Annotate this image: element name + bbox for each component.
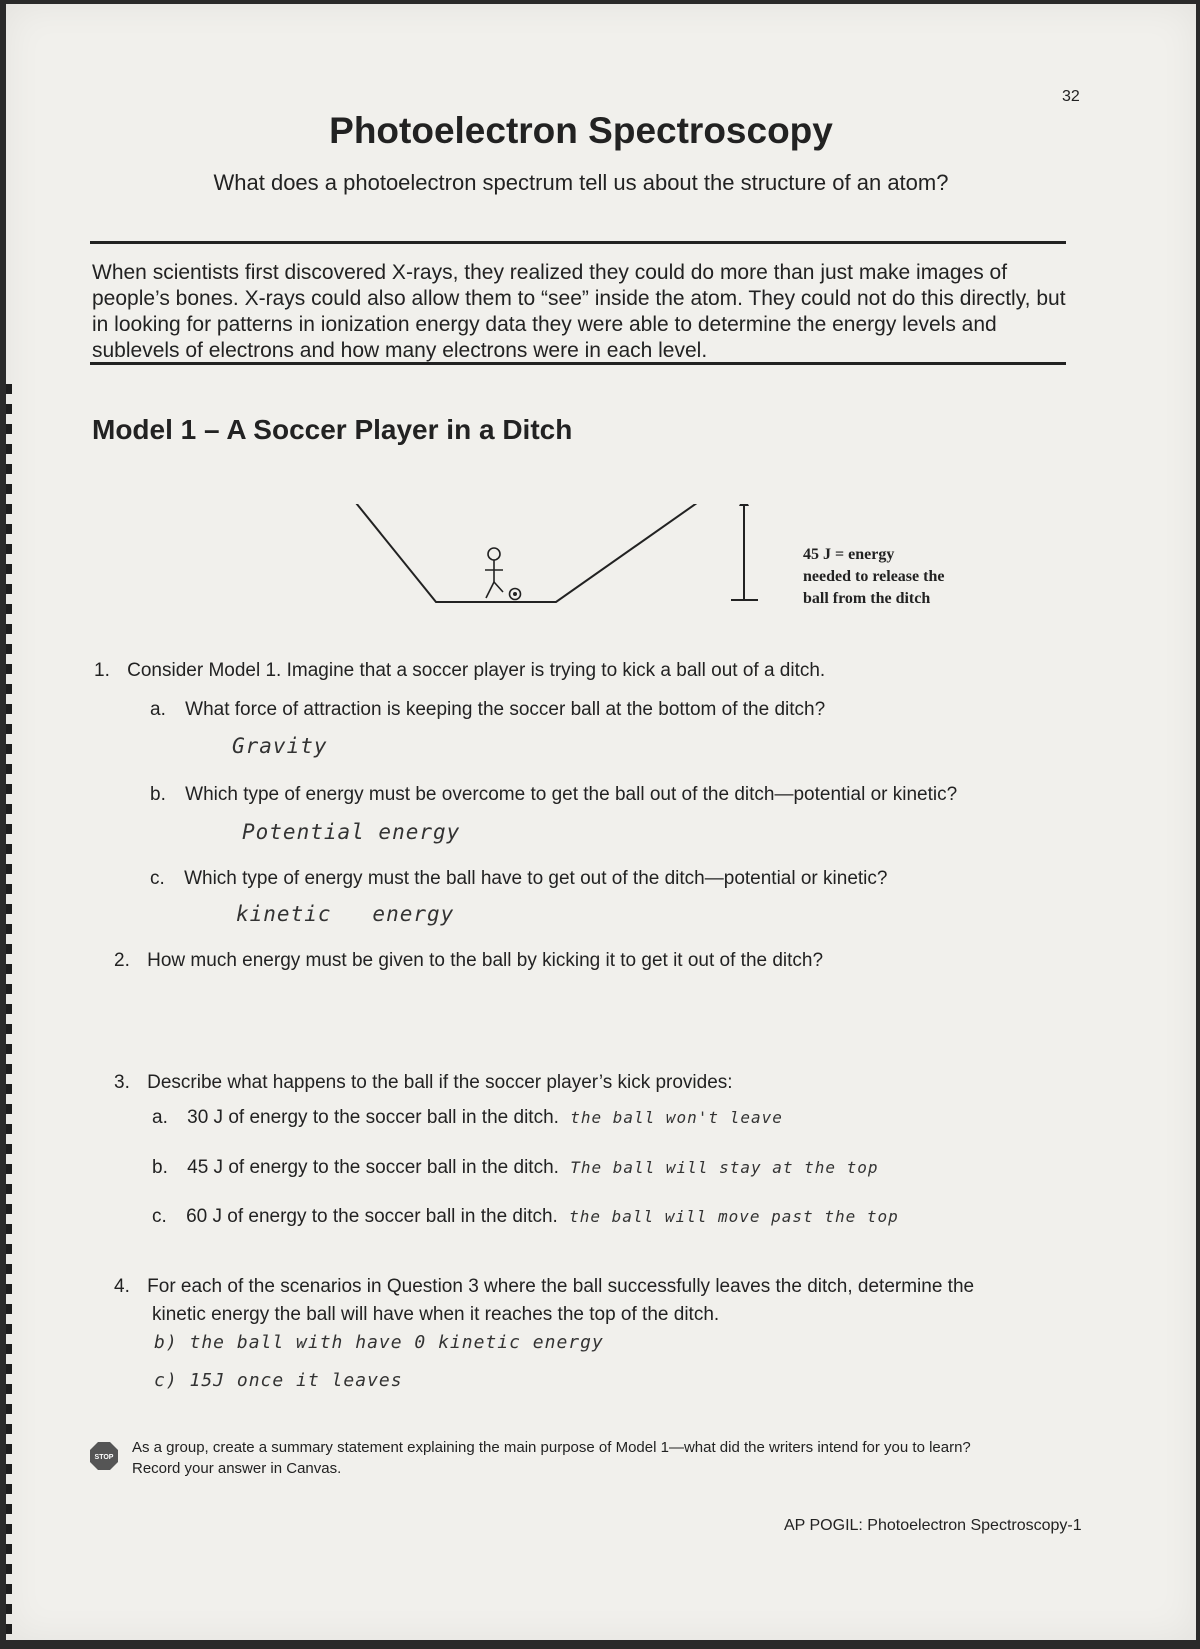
answer-1c[interactable]: kinetic energy [236, 902, 455, 926]
question-3c [152, 1204, 899, 1230]
question-2 [114, 948, 823, 974]
answer-4c[interactable]: c) 15J once it leaves [154, 1370, 403, 1391]
page-number: 32 [1062, 88, 1080, 105]
question-1a [150, 697, 825, 723]
question-3 [114, 1070, 733, 1096]
model-title: Model 1 – A Soccer Player in a Ditch [92, 414, 573, 445]
diagram-label-line1: 45 J = energy [803, 546, 895, 563]
question-number: 2. [114, 950, 130, 971]
question-1c [150, 866, 887, 892]
page-title: Photoelectron Spectroscopy [329, 110, 833, 151]
question-3b [152, 1155, 879, 1181]
binder-holes [6, 384, 12, 1634]
question-number: 4. [114, 1276, 130, 1297]
divider-top [90, 241, 1066, 244]
answer-3c[interactable]: the ball will move past the top [569, 1207, 899, 1226]
stop-note-line2: Record your answer in Canvas. [132, 1460, 342, 1477]
page-subtitle: What does a photoelectron spectrum tell us about the structure of an atom? [213, 170, 949, 195]
energy-arrow-head [739, 504, 749, 506]
question-1 [94, 658, 825, 684]
question-text-line1: For each of the scenarios in Question 3 where the ball successfully leaves the ditch, determine the [147, 1276, 975, 1297]
diagram-label-line3: ball from the ditch [803, 590, 931, 607]
question-text: How much energy must be given to the ball by kicking it to get it out of the ditch? [147, 950, 824, 971]
diagram-label-line2: needed to release the [803, 568, 945, 585]
page-footer: AP POGIL: Photoelectron Spectroscopy-1 [784, 1517, 1082, 1534]
answer-1a[interactable]: Gravity [232, 734, 328, 758]
question-text: Which type of energy must be overcome to get the ball out of the ditch—potential or kinetic? [185, 784, 958, 805]
question-letter: b. [152, 1157, 168, 1178]
answer-1b[interactable]: Potential energy [242, 820, 461, 844]
question-letter: a. [152, 1107, 168, 1128]
question-3a [152, 1105, 783, 1131]
question-letter: c. [152, 1206, 167, 1227]
question-text: What force of attraction is keeping the soccer ball at the bottom of the ditch? [185, 699, 826, 720]
stop-icon-label: STOP [94, 1454, 114, 1461]
ditch-outline [266, 504, 801, 602]
soccer-player-icon [485, 548, 503, 598]
intro-paragraph: When scientists first discovered X-rays, they realized they could do more than just make images of people’s bones. X-rays could also allow them to “see” inside the atom. They could not do this directly, but in looking for patterns in ionization energy data they were able to determine the energy levels and sublevels of electrons and how many electrons were in each level. [92, 261, 1066, 362]
answer-4b[interactable]: b) the ball with have 0 kinetic energy [154, 1332, 604, 1353]
question-1b [150, 782, 957, 808]
question-text: Consider Model 1. Imagine that a soccer player is trying to kick a ball out of a ditch. [127, 660, 826, 681]
stop-note-line1: As a group, create a summary statement explaining the main purpose of Model 1—what did the writers intend for you to learn? [132, 1439, 971, 1456]
answer-3a[interactable]: the ball won't leave [570, 1108, 783, 1127]
worksheet-page [6, 4, 1196, 1640]
diagram-label [803, 544, 983, 610]
question-letter: a. [150, 699, 166, 720]
question-text: 45 J of energy to the soccer ball in the ditch. [187, 1157, 559, 1178]
question-text: 60 J of energy to the soccer ball in the ditch. [186, 1206, 558, 1227]
soccer-ball-patch [513, 592, 517, 596]
stop-note [132, 1437, 1052, 1479]
question-4-line2: kinetic energy the ball will have when it reaches the top of the ditch. [152, 1304, 720, 1325]
question-number: 3. [114, 1072, 130, 1093]
question-text: Describe what happens to the ball if the soccer player’s kick provides: [147, 1072, 733, 1093]
stop-sign-icon [90, 1442, 118, 1470]
question-text: 30 J of energy to the soccer ball in the ditch. [187, 1107, 559, 1128]
question-letter: c. [150, 868, 165, 889]
divider-bottom [90, 362, 1066, 365]
question-letter: b. [150, 784, 166, 805]
question-text: Which type of energy must the ball have to get out of the ditch—potential or kinetic? [184, 868, 888, 889]
question-4 [114, 1274, 974, 1300]
question-number: 1. [94, 660, 110, 681]
answer-3b[interactable]: The ball will stay at the top [570, 1158, 879, 1177]
